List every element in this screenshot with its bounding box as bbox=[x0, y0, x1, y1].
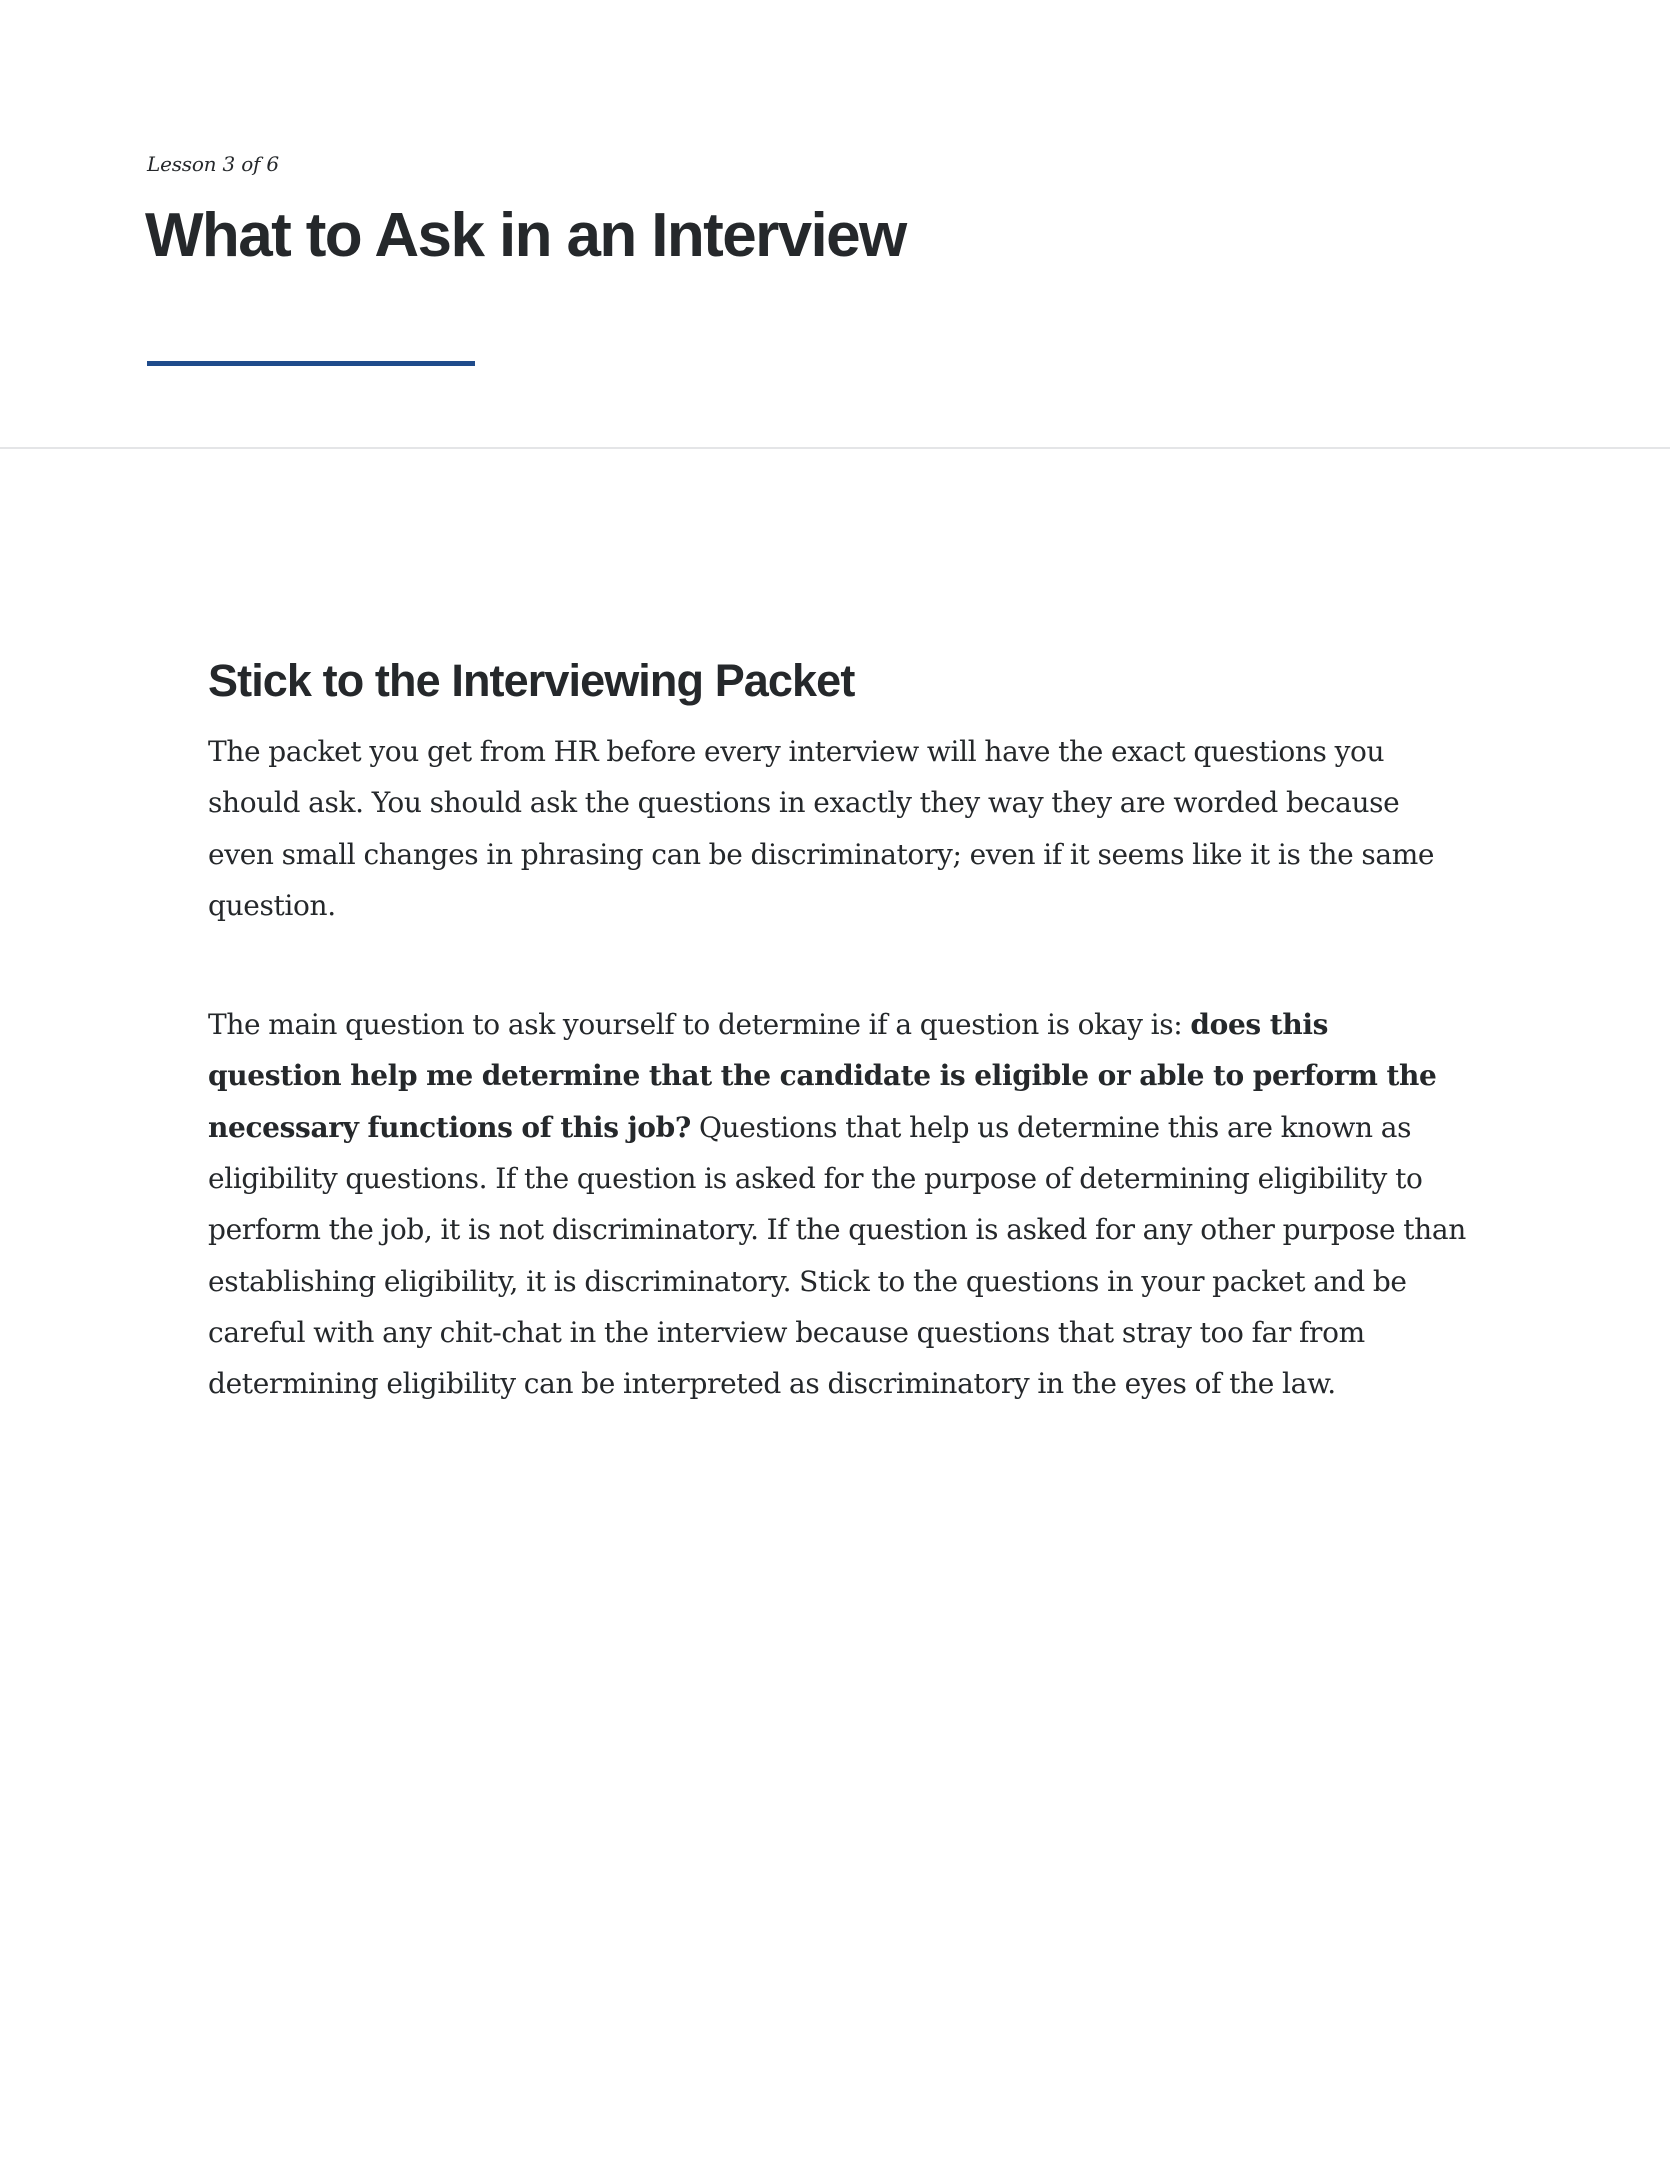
section-heading: Stick to the Interviewing Packet bbox=[208, 655, 855, 706]
key-question-bold: does this question help me determine that the candidate is eligible or able to perform the necessary functions of this job? bbox=[208, 1008, 1437, 1144]
paragraph-packet: The packet you get from HR before every interview will have the exact questions you should ask. You should ask the questions in exactly they way they are worded because even small changes in phrasing can be discriminatory; even if it seems like it is the same question. bbox=[208, 735, 1435, 922]
lesson-content bbox=[208, 648, 1468, 1410]
title-underline bbox=[147, 361, 475, 366]
lesson-header bbox=[0, 0, 1670, 449]
lesson-title: What to Ask in an Interview bbox=[145, 201, 906, 270]
lesson-counter: Lesson 3 of 6 bbox=[147, 152, 279, 176]
paragraph-eligibility-rest: Questions that help us determine this are known as eligibility questions. If the question is asked for the purpose of determining eligibility to perform the job, it is not discriminatory. If the question is asked for any other purpose than establishing eligibility, it is discriminatory. Stick to the questions in your packet and be careful with any chit-chat in the interview because questions that stray too far from determining eligibility can be interpreted as discriminatory in the eyes of the law. bbox=[208, 1110, 1466, 1401]
paragraph-eligibility-intro: The main question to ask yourself to determine if a question is okay is: bbox=[208, 1008, 1191, 1042]
paragraph-eligibility bbox=[208, 999, 1468, 1409]
